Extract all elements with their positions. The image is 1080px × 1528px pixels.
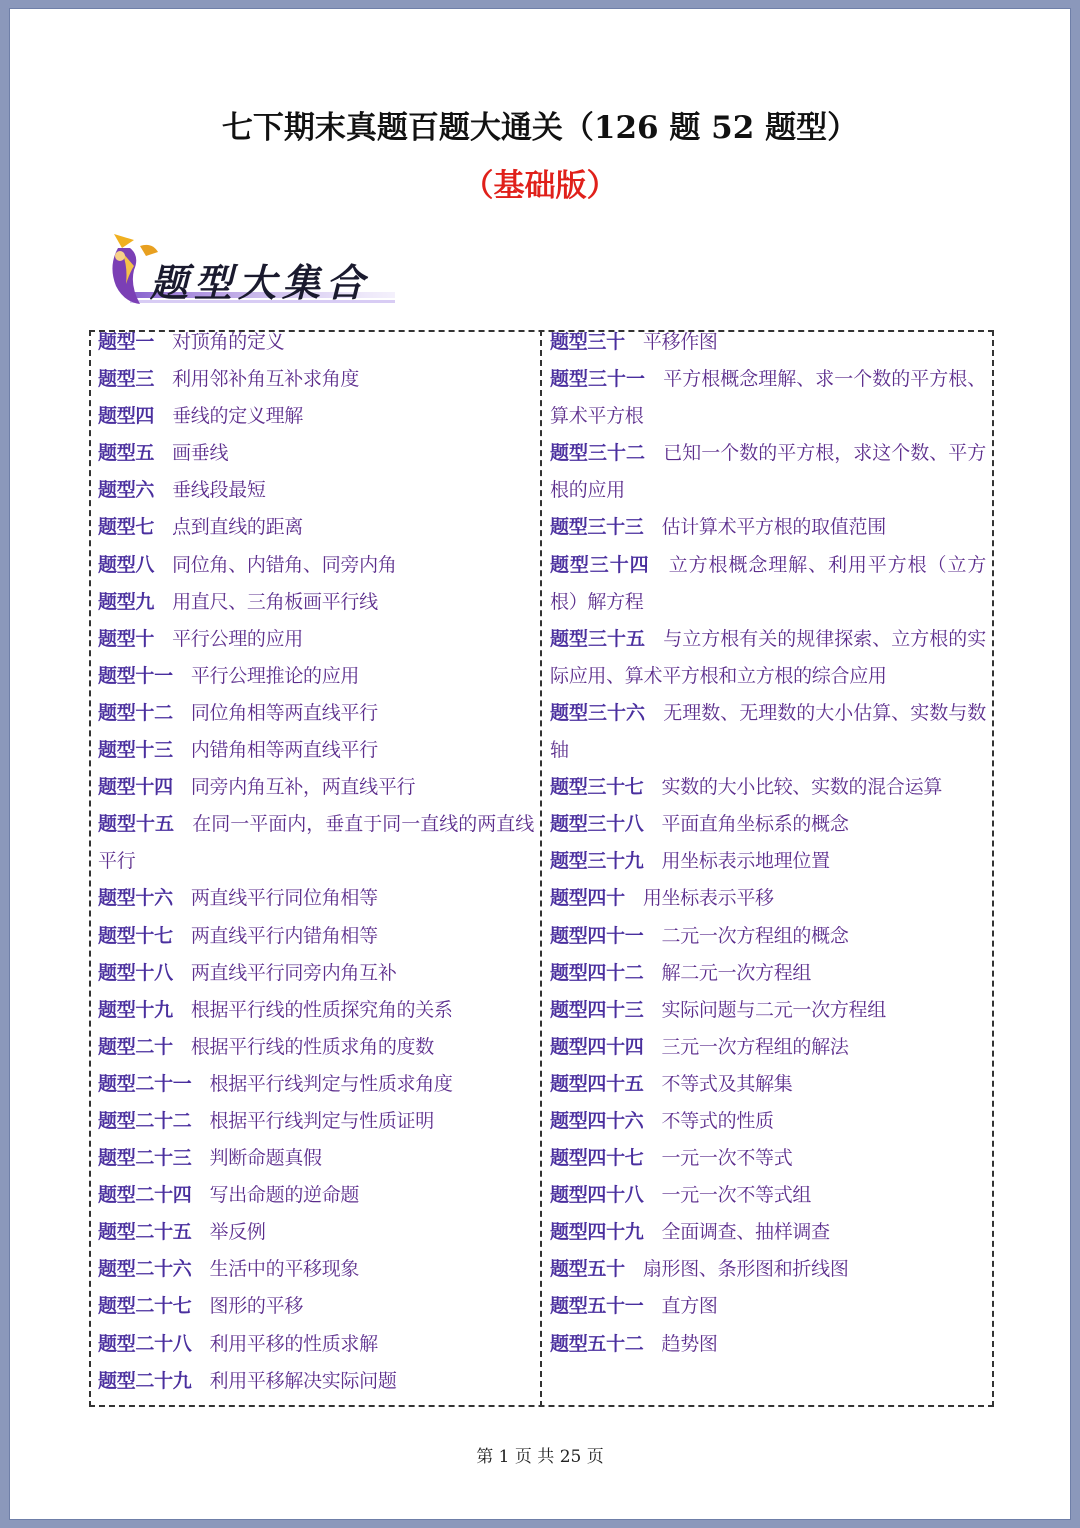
topic-item xyxy=(550,324,986,361)
topic-text: 平行公理的应用 xyxy=(172,627,304,650)
topic-label: 题型九 xyxy=(98,590,155,613)
topic-label: 题型五 xyxy=(98,442,155,465)
topic-label: 题型三十五 xyxy=(550,627,645,650)
topic-label: 题型二十六 xyxy=(98,1258,192,1281)
topic-label: 题型七 xyxy=(98,516,155,539)
topic-label: 题型三十 xyxy=(550,331,625,353)
topic-item xyxy=(550,992,986,1029)
topic-text: 平面直角坐标系的概念 xyxy=(661,813,849,836)
topic-item xyxy=(550,955,986,992)
topic-text: 已知一个数的平方根，求这个数、平方根的应用 xyxy=(550,442,986,502)
topic-label: 题型三十八 xyxy=(550,813,644,836)
topic-item xyxy=(550,435,986,509)
topic-label: 题型二十五 xyxy=(98,1221,192,1244)
topic-item xyxy=(98,806,534,880)
topic-text: 解二元一次方程组 xyxy=(661,961,812,984)
topic-item xyxy=(98,547,534,584)
topic-label: 题型四十二 xyxy=(550,961,644,984)
topic-item xyxy=(550,547,986,621)
topic-item xyxy=(550,880,986,917)
topic-label: 题型十九 xyxy=(98,998,173,1021)
topic-text: 用坐标表示地理位置 xyxy=(661,850,830,873)
topic-item xyxy=(98,1363,534,1400)
topic-text: 同位角相等两直线平行 xyxy=(190,701,378,724)
topic-item xyxy=(550,1029,986,1066)
topic-text: 平行公理推论的应用 xyxy=(190,664,360,687)
topic-item xyxy=(98,1066,534,1103)
topic-label: 题型十二 xyxy=(98,701,173,724)
topic-label: 题型二十四 xyxy=(98,1184,192,1207)
topic-label: 题型十八 xyxy=(98,961,173,984)
topic-text: 两直线平行同位角相等 xyxy=(190,887,378,910)
topic-label: 题型四十六 xyxy=(550,1109,644,1132)
topic-label: 题型二十三 xyxy=(98,1147,192,1170)
topic-item xyxy=(550,621,986,695)
topic-text: 垂线段最短 xyxy=(172,479,266,502)
topic-item xyxy=(550,1326,986,1363)
topic-item xyxy=(98,1177,534,1214)
topic-item xyxy=(98,992,534,1029)
topic-item xyxy=(550,843,986,880)
topic-label: 题型四十七 xyxy=(550,1147,644,1170)
topic-item xyxy=(98,769,534,806)
topic-text: 同旁内角互补，两直线平行 xyxy=(190,776,416,799)
topic-item xyxy=(550,509,986,546)
topic-text: 根据平行线的性质求角的度数 xyxy=(190,1035,434,1058)
topic-label: 题型三十二 xyxy=(550,442,645,465)
topic-item xyxy=(98,472,534,509)
topic-list-right xyxy=(550,324,986,1363)
banner-title: 题型大集合 xyxy=(150,260,371,305)
topic-label: 题型五十 xyxy=(550,1258,625,1281)
topic-item xyxy=(550,695,986,769)
topic-label: 题型八 xyxy=(98,553,155,576)
topic-label: 题型二十九 xyxy=(98,1369,192,1392)
topic-text: 实数的大小比较、实数的混合运算 xyxy=(661,776,943,799)
topic-item xyxy=(98,398,534,435)
topic-label: 题型五十二 xyxy=(550,1332,644,1355)
topic-label: 题型五十一 xyxy=(550,1295,644,1318)
topic-text: 一元一次不等式组 xyxy=(661,1184,812,1207)
topic-text: 平移作图 xyxy=(642,331,718,353)
topic-item xyxy=(98,1214,534,1251)
topic-text: 全面调查、抽样调查 xyxy=(661,1221,830,1244)
topic-item xyxy=(98,955,534,992)
topic-label: 题型三 xyxy=(98,368,155,391)
topic-text: 根据平行线的性质探究角的关系 xyxy=(190,998,453,1021)
topic-text: 平方根概念理解、求一个数的平方根、算术平方根 xyxy=(550,368,986,428)
topic-item xyxy=(550,1066,986,1103)
topic-item xyxy=(98,621,534,658)
topic-label: 题型二十七 xyxy=(98,1295,192,1318)
topic-item xyxy=(550,361,986,435)
topic-label: 题型三十七 xyxy=(550,776,644,799)
topic-label: 题型三十四 xyxy=(550,553,650,576)
topic-label: 题型十五 xyxy=(98,813,174,836)
topic-text: 写出命题的逆命题 xyxy=(209,1184,360,1207)
topic-text: 垂线的定义理解 xyxy=(172,405,304,428)
topic-item xyxy=(98,695,534,732)
topic-item xyxy=(550,769,986,806)
topic-text: 趋势图 xyxy=(661,1332,718,1355)
topic-item xyxy=(550,1288,986,1325)
topic-text: 同位角、内错角、同旁内角 xyxy=(172,553,397,576)
topic-text: 在同一平面内，垂直于同一直线的两直线平行 xyxy=(98,813,534,873)
topic-item xyxy=(550,1251,986,1288)
topic-label: 题型三十六 xyxy=(550,701,645,724)
topic-label: 题型十三 xyxy=(98,739,173,762)
topic-text: 不等式及其解集 xyxy=(661,1072,793,1095)
topic-item xyxy=(98,509,534,546)
topic-text: 三元一次方程组的解法 xyxy=(661,1035,849,1058)
topic-item xyxy=(550,1214,986,1251)
topic-text: 画垂线 xyxy=(172,442,229,465)
topic-list-left xyxy=(98,324,534,1400)
topic-text: 与立方根有关的规律探索、立方根的实际应用、算术平方根和立方根的综合应用 xyxy=(550,627,986,687)
topic-label: 题型十六 xyxy=(98,887,173,910)
topic-text: 根据平行线判定与性质证明 xyxy=(209,1109,434,1132)
topic-text: 点到直线的距离 xyxy=(172,516,304,539)
topic-label: 题型十一 xyxy=(98,664,173,687)
topic-item xyxy=(550,806,986,843)
topic-text: 利用平移解决实际问题 xyxy=(209,1369,397,1392)
topic-label: 题型三十三 xyxy=(550,516,644,539)
column-divider xyxy=(540,330,542,1407)
topic-label: 题型四十 xyxy=(550,887,625,910)
topic-label: 题型四十九 xyxy=(550,1221,644,1244)
document-title: 七下期末真题百题大通关（126 题 52 题型） xyxy=(221,110,859,146)
topic-label: 题型二十一 xyxy=(98,1072,192,1095)
topic-item xyxy=(98,918,534,955)
topic-text: 无理数、无理数的大小估算、实数与数轴 xyxy=(550,701,986,762)
topic-item xyxy=(550,918,986,955)
topic-text: 图形的平移 xyxy=(209,1295,304,1318)
topic-item xyxy=(98,1326,534,1363)
topic-text: 根据平行线判定与性质求角度 xyxy=(209,1072,453,1095)
topic-label: 题型十七 xyxy=(98,924,173,947)
topic-text: 两直线平行内错角相等 xyxy=(190,924,378,947)
topic-text: 立方根概念理解、利用平方根（立方根）解方程 xyxy=(550,553,986,613)
topic-label: 题型四十八 xyxy=(550,1184,644,1207)
topic-item xyxy=(98,1103,534,1140)
topic-label: 题型二十 xyxy=(98,1035,173,1058)
topic-text: 利用邻补角互补求角度 xyxy=(172,368,360,391)
topic-label: 题型二十八 xyxy=(98,1332,192,1355)
topic-label: 题型十四 xyxy=(98,776,173,799)
topic-text: 实际问题与二元一次方程组 xyxy=(661,998,886,1021)
topic-item xyxy=(550,1103,986,1140)
topic-item xyxy=(98,1251,534,1288)
topic-item xyxy=(98,1029,534,1066)
topic-item xyxy=(98,584,534,621)
topic-text: 生活中的平移现象 xyxy=(209,1258,360,1281)
topic-text: 估计算术平方根的取值范围 xyxy=(661,516,886,539)
topic-text: 用直尺、三角板画平行线 xyxy=(172,590,378,613)
topic-label: 题型六 xyxy=(98,479,155,502)
page-footer: 第 1 页 共 25 页 xyxy=(476,1447,604,1467)
topic-item xyxy=(98,361,534,398)
topic-item xyxy=(550,1140,986,1177)
topic-label: 题型四十五 xyxy=(550,1072,644,1095)
topic-label: 题型三十一 xyxy=(550,368,645,391)
topic-label: 题型二十二 xyxy=(98,1109,192,1132)
topic-label: 题型十 xyxy=(98,627,155,650)
topic-item xyxy=(98,658,534,695)
topic-text: 扇形图、条形图和折线图 xyxy=(642,1258,849,1281)
topic-text: 二元一次方程组的概念 xyxy=(661,924,849,947)
document-subtitle: （基础版） xyxy=(462,168,618,204)
topic-text: 对顶角的定义 xyxy=(172,331,285,353)
topic-label: 题型四十四 xyxy=(550,1035,644,1058)
topic-text: 直方图 xyxy=(661,1295,718,1318)
topic-text: 判断命题真假 xyxy=(209,1147,322,1170)
topic-text: 一元一次不等式 xyxy=(661,1147,793,1170)
topic-item xyxy=(98,324,534,361)
topic-text: 内错角相等两直线平行 xyxy=(190,739,378,762)
topic-label: 题型四十三 xyxy=(550,998,644,1021)
topic-item xyxy=(98,1288,534,1325)
topic-text: 举反例 xyxy=(209,1221,266,1244)
topic-label: 题型三十九 xyxy=(550,850,644,873)
topic-label: 题型一 xyxy=(98,331,155,353)
topic-item xyxy=(550,1177,986,1214)
topic-text: 两直线平行同旁内角互补 xyxy=(190,961,397,984)
topic-item xyxy=(98,1140,534,1177)
topic-label: 题型四十一 xyxy=(550,924,644,947)
topic-item xyxy=(98,732,534,769)
topic-item xyxy=(98,880,534,917)
topic-text: 利用平移的性质求解 xyxy=(209,1332,378,1355)
topic-text: 用坐标表示平移 xyxy=(642,887,774,910)
topic-text: 不等式的性质 xyxy=(661,1109,774,1132)
topic-item xyxy=(98,435,534,472)
topic-label: 题型四 xyxy=(98,405,155,428)
